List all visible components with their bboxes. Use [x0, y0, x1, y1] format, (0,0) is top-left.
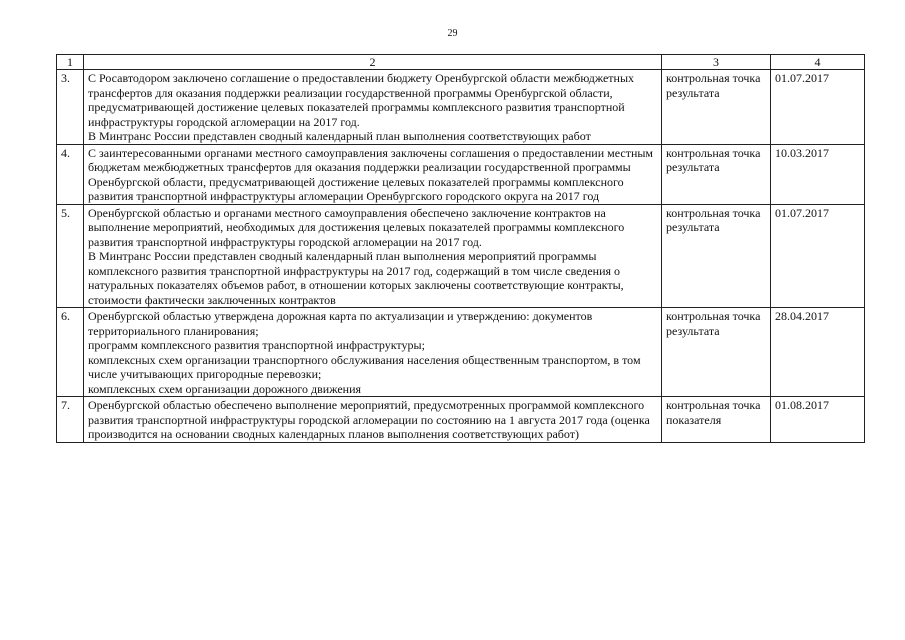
row-date: 10.03.2017 — [771, 144, 865, 204]
row-description — [84, 308, 662, 397]
description-paragraph: В Минтранс России представлен сводный календарный план выполнения мероприятий программы комплексного развития транспортной инфраструктуры на 2017 год, содержащий в том числе сведения о натуральных показателях объемов работ, в отношении которых заключены соответствующие контракты, стоимости фактически заключенных контрактов — [88, 249, 624, 307]
row-date: 01.07.2017 — [771, 204, 865, 308]
row-type: контрольная точка результата — [662, 204, 771, 308]
column-header-4: 4 — [771, 55, 865, 70]
description-paragraph: комплексных схем организации транспортного обслуживания населения общественным транспортом, в том числе учитывающих пригородные перевозки; — [88, 352, 641, 381]
column-header-2: 2 — [84, 55, 662, 70]
row-number: 6. — [57, 308, 84, 397]
table-row — [57, 204, 865, 308]
column-header-3: 3 — [662, 55, 771, 70]
description-paragraph: программ комплексного развития транспортной инфраструктуры; — [88, 338, 425, 352]
table-row — [57, 397, 865, 443]
control-points-table — [56, 54, 865, 443]
description-paragraph: С заинтересованными органами местного самоуправления заключены соглашения о предоставлении местным бюджетам межбюджетных трансфертов для оказания поддержки реализации государственной программы Оренбургской области, предусматривающей достижение целевых показателей программы комплексного развития транспортной инфраструктуры агломерации Оренбургского городского округа на 2017 год — [88, 145, 654, 203]
description-paragraph: Оренбургской областью обеспечено выполнение мероприятий, предусмотренных программой комплексного развития транспортной инфраструктуры городской агломерации по состоянию на 1 августа 2017 года (оценка производится на основании сводных календарных планов выполнения соответствующих работ) — [88, 398, 650, 441]
row-description — [84, 397, 662, 443]
row-number: 7. — [57, 397, 84, 443]
row-type: контрольная точка результата — [662, 144, 771, 204]
row-number: 3. — [57, 70, 84, 145]
row-type: контрольная точка показателя — [662, 397, 771, 443]
description-paragraph: Оренбургской областью и органами местного самоуправления обеспечено заключение контрактов на выполнение мероприятий, необходимых для достижения целевых показателей программы комплексного развития транспортной инфраструктуры городской агломерации на 2017 год. — [88, 205, 625, 249]
row-type: контрольная точка результата — [662, 70, 771, 145]
page-number: 29 — [447, 28, 458, 39]
description-paragraph: Оренбургской областью утверждена дорожная карта по актуализации и утверждению: документов территориального планирования; — [88, 309, 593, 338]
description-paragraph: С Росавтодором заключено соглашение о предоставлении бюджету Оренбургской области межбюджетных трансфертов для оказания поддержки реализации государственной программы Оренбургской области, предусматривающей достижение целевых показателей программы комплексного развития транспортной инфраструктуры городской агломерации на 2017 год. — [88, 71, 635, 129]
description-paragraph: В Минтранс России представлен сводный календарный план выполнения соответствующих работ — [88, 129, 591, 143]
table-row — [57, 144, 865, 204]
row-description — [84, 70, 662, 145]
row-date: 01.08.2017 — [771, 397, 865, 443]
row-number: 4. — [57, 144, 84, 204]
row-date: 01.07.2017 — [771, 70, 865, 145]
table-header-row — [57, 55, 865, 70]
column-header-1: 1 — [57, 55, 84, 70]
row-date: 28.04.2017 — [771, 308, 865, 397]
row-description — [84, 204, 662, 308]
row-description — [84, 144, 662, 204]
table-row — [57, 70, 865, 145]
description-paragraph: комплексных схем организации дорожного движения — [88, 381, 362, 396]
row-number: 5. — [57, 204, 84, 308]
table-row — [57, 308, 865, 397]
row-type: контрольная точка результата — [662, 308, 771, 397]
